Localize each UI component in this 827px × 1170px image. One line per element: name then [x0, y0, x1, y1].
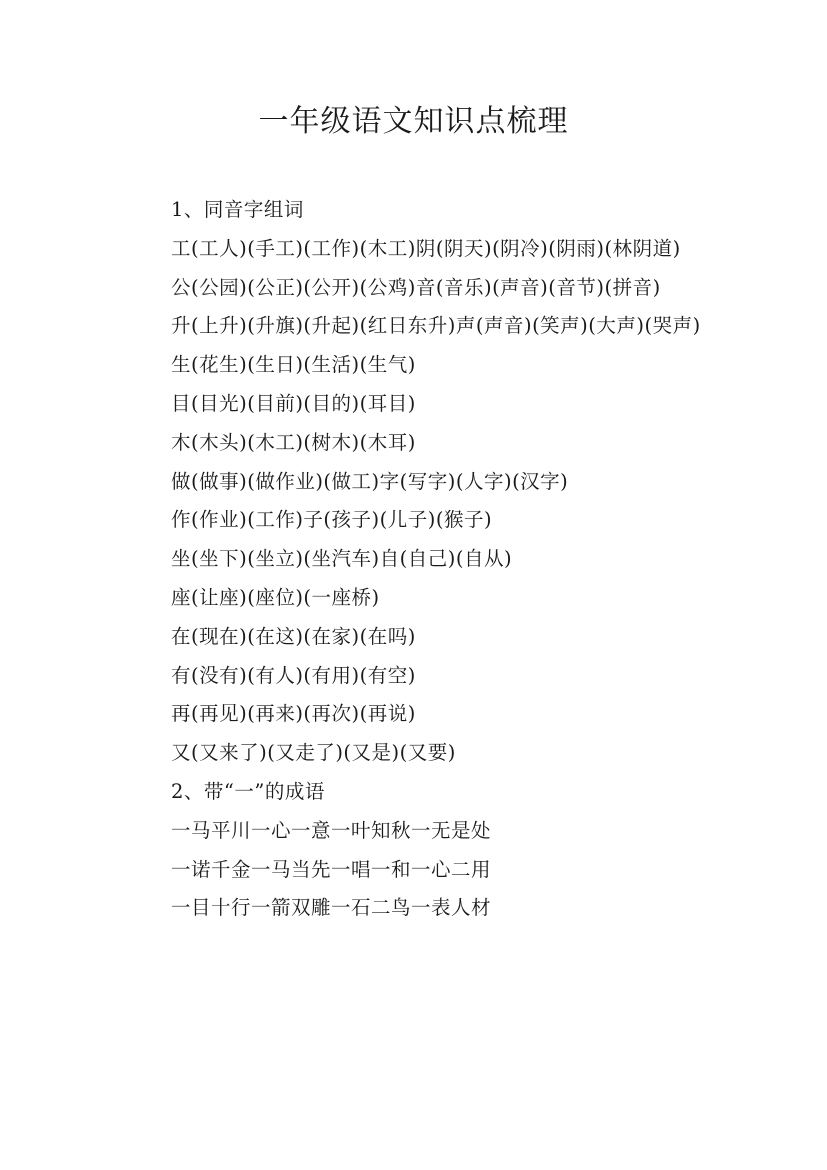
paragraph: 再(再见)(再来)(再次)(再说): [171, 702, 416, 726]
paragraph: 在(现在)(在这)(在家)(在吗): [171, 624, 416, 648]
paragraph: 一马平川一心一意一叶知秋一无是处: [171, 818, 492, 842]
paragraph: 木(木头)(木工)(树木)(木耳): [171, 430, 416, 454]
paragraph: 公(公园)(公正)(公开)(公鸡)音(音乐)(声音)(音节)(拼音): [171, 275, 661, 299]
section-heading: 2、带“一”的成语: [171, 779, 325, 803]
paragraph: 做(做事)(做作业)(做工)字(写字)(人字)(汉字): [171, 469, 569, 493]
paragraph: 工(工人)(手工)(工作)(木工)阴(阴天)(阴冷)(阴雨)(林阴道): [171, 236, 681, 260]
paragraph: 作(作业)(工作)子(孩子)(儿子)(猴子): [171, 508, 493, 532]
paragraph: 升(上升)(升旗)(升起)(红日东升)声(声音)(笑声)(大声)(哭声): [171, 314, 701, 338]
paragraph: 座(让座)(座位)(一座桥): [171, 585, 380, 609]
paragraph: 一目十行一箭双雕一石二鸟一表人材: [171, 896, 492, 920]
section-heading: 1、同音字组词: [171, 198, 304, 221]
paragraph: 生(花生)(生日)(生活)(生气): [171, 353, 416, 377]
page-title: 一年级语文知识点梳理: [258, 104, 569, 139]
paragraph: 又(又来了)(又走了)(又是)(又要): [171, 741, 456, 765]
paragraph: 目(目光)(目前)(目的)(耳目): [171, 391, 416, 415]
paragraph: 一诺千金一马当先一唱一和一心二用: [171, 857, 492, 881]
document-body: [126, 191, 716, 928]
paragraph: 有(没有)(有人)(有用)(有空): [171, 663, 416, 687]
paragraph: 坐(坐下)(坐立)(坐汽车)自(自己)(自从): [171, 547, 513, 571]
